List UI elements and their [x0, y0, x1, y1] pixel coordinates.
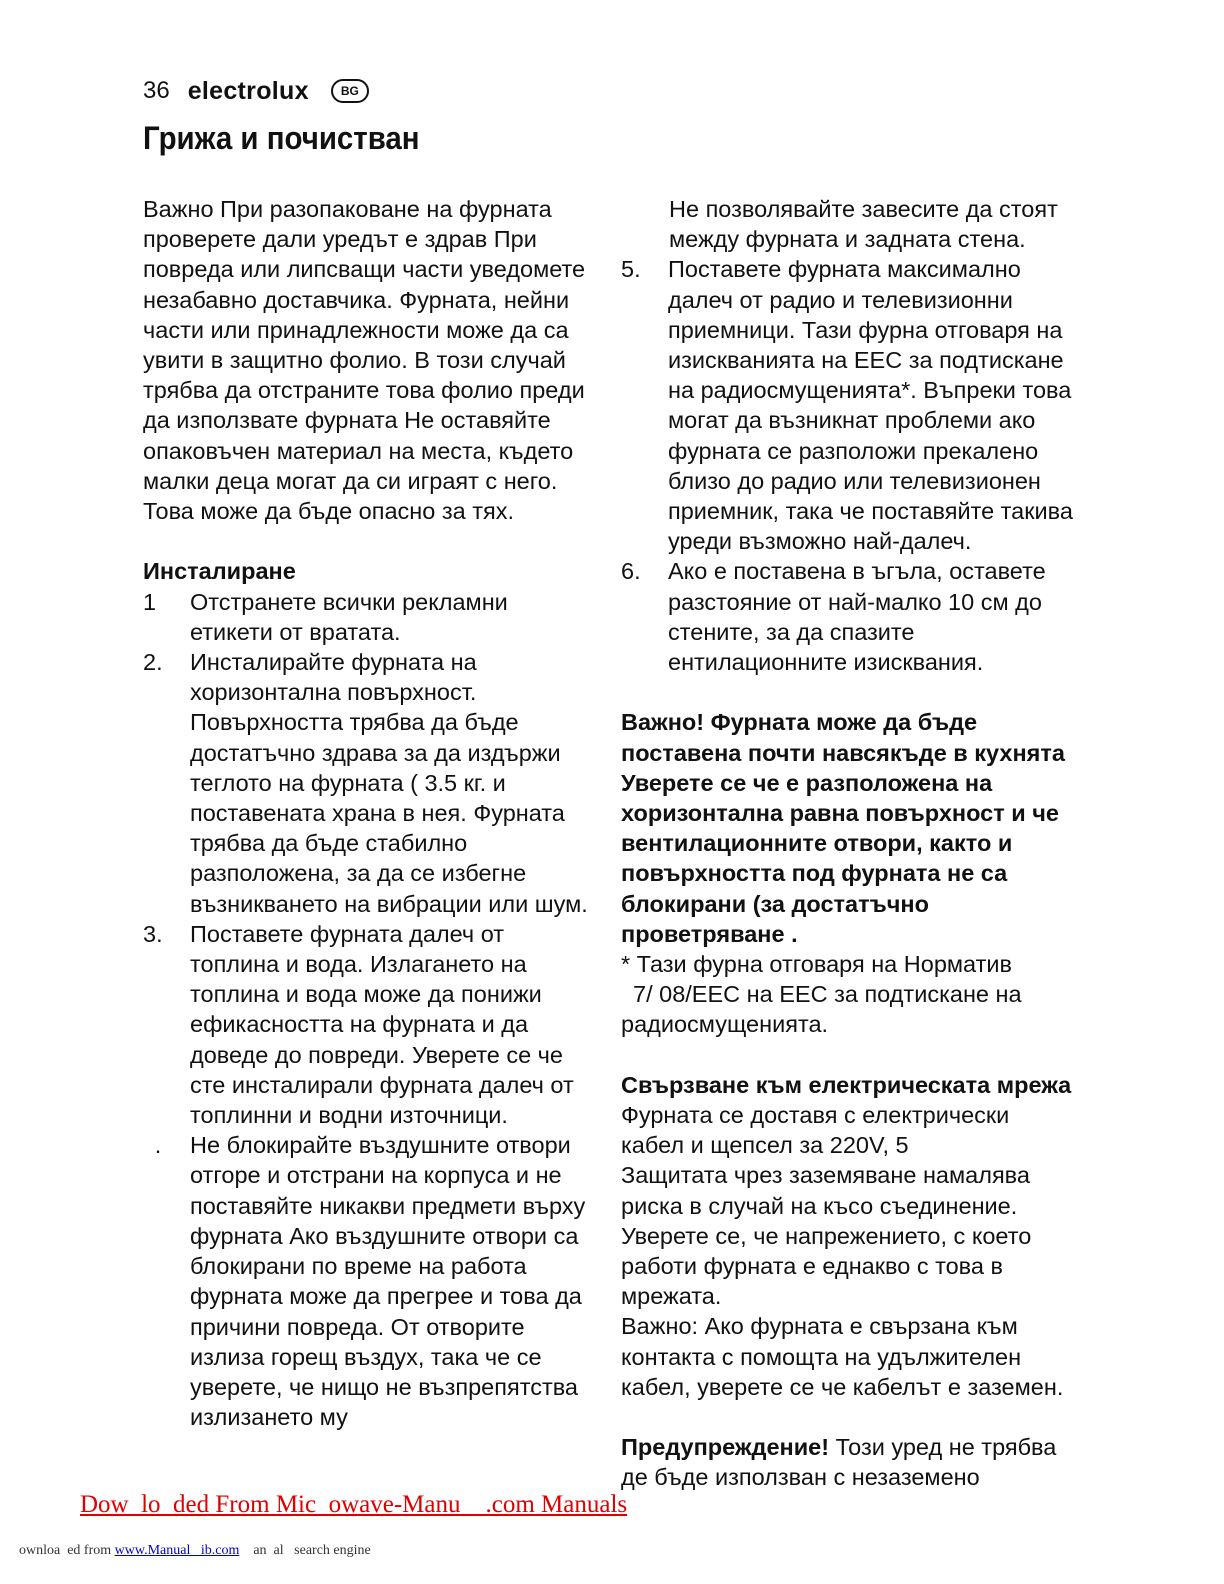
- download-source-link[interactable]: Dow lo ded From Mic owave-Manu .com Manuals: [80, 1491, 628, 1518]
- footnote-line: радиосмущенията.: [621, 1011, 829, 1038]
- list-item-text: Отстранете всички рекламни етикети от вратата.: [190, 588, 508, 645]
- list-item-number: 2.: [143, 649, 163, 676]
- list-item: [143, 587, 595, 647]
- list-item-text: Не блокирайте въздушните отвори отгоре и отстрани на корпуса и не поставяйте никакви предмети върху фурната Ако въздушните отвори са блокирани по време на работа фурната може да прегрее и това да причини повреда. От отворите излиза горещ въздух, така че се уверете, че нищо не възпрепятства излизането му: [190, 1132, 586, 1431]
- warning-paragraph: [621, 1432, 1076, 1492]
- warning-text: Този уред не трябва де бъде използван с незаземено: [621, 1434, 1057, 1491]
- footnote-line: * Тази фурна отговаря на Норматив: [621, 951, 1012, 978]
- footnote-line: 7/ 08/EEC на EEC за подтискане на: [633, 981, 1022, 1008]
- warning-label: Предупреждение!: [621, 1434, 830, 1461]
- page-header: [143, 74, 369, 108]
- list-item-number: 6.: [621, 558, 641, 585]
- connect-heading: Свързване към електрическата мрежа: [621, 1071, 1072, 1098]
- connect-paragraph: Фурната се доставя с електрически кабел и щепсел за 220V, 5: [621, 1102, 1010, 1159]
- manualslib-link[interactable]: www.Manual ib.com: [114, 1543, 240, 1558]
- list-item-text: Поставете фурната далеч от топлина и вода. Излагането на топлина и вода може да понижи ефикасността на фурната и да доведе до повреди. Уверете се че сте инсталирали фурната далеч от топлинни и водни източници.: [190, 920, 574, 1129]
- list-item-text: Поставете фурната максимално далеч от радио и телевизионни приемници. Тази фурна отговаря на изискванията на EEC за подтискане на радиосмущенията*. Въпреки това могат да възникнат проблеми ако фурната се разположи прекалено близо до радио или телевизионен приемник, така че поставяйте такива уреди възможно най-далеч.: [668, 256, 1073, 555]
- footer-suffix: an al search engine: [239, 1543, 371, 1558]
- list-item: [143, 1130, 595, 1432]
- page-number: 36: [143, 77, 170, 104]
- list-item: [143, 919, 595, 1130]
- list-item: [621, 556, 1076, 677]
- list-item-text: Инсталирайте фурната на хоризонтална повърхност. Повърхността трябва да бъде достатъчно здрава за да издържи теглото на фурната ( 3.5 кг. и поставената храна в нея. Фурната трябва да бъде стабилно разположена, за да се избегне възникването на вибрации или шум.: [190, 649, 588, 917]
- intro-paragraph: Важно При разопаковане на фурната проверете дали уредът е здрав При повреда или липсващи части уведомете незабавно доставчика. Фурната, нейни части или принадлежности може да са увити в защитно фолио. В този случай трябва да отстраните това фолио преди да използвате фурната Не оставяйте опаковъчен материал на места, където малки деца могат да си играят с него. Това може да бъде опасно за тях.: [143, 196, 586, 525]
- list-item: [621, 254, 1076, 556]
- list-item-number: 3.: [143, 920, 163, 947]
- brand-logo: electrolux: [187, 76, 309, 105]
- list-item-text: Ако е поставена в ъгъла, оставете разстояние от най-малко 10 см до стените, за да спазите ентилационните изисквания.: [668, 558, 1046, 676]
- install-heading: Инсталиране: [143, 558, 296, 585]
- connect-paragraph: Важно: Ако фурната е свързана към контакта с помощта на удължителен кабел, уверете се че кабелът е заземен.: [621, 1313, 1064, 1400]
- footer-prefix: ownloa ed from: [19, 1543, 115, 1558]
- continued-item-text: Не позволявайте завесите да стоят между фурната и задната стена.: [669, 196, 1058, 253]
- list-item-number: 1: [143, 588, 157, 615]
- right-column: [621, 194, 1076, 1493]
- left-column: [143, 194, 595, 1432]
- list-item-number: .: [154, 1132, 162, 1159]
- connect-paragraph: Защитата чрез заземяване намалява риска в случай на късо съединение. Уверете се, че напрежението, с което работи фурната е еднакво с това в мрежата.: [621, 1162, 1032, 1310]
- language-badge: BG: [331, 79, 369, 103]
- list-item: [143, 647, 595, 919]
- page-title: Грижа и почистван: [143, 120, 420, 156]
- list-item-number: 5.: [621, 256, 641, 283]
- important-note: Важно! Фурната може да бъде поставена почти навсякъде в кухнята Уверете се че е разположена на хоризонтална равна повърхност и че вентилационните отвори, както и повърхността под фурната не са блокирани (за достатъчно проветряване .: [621, 709, 1065, 947]
- footer-source-line: [19, 1543, 371, 1559]
